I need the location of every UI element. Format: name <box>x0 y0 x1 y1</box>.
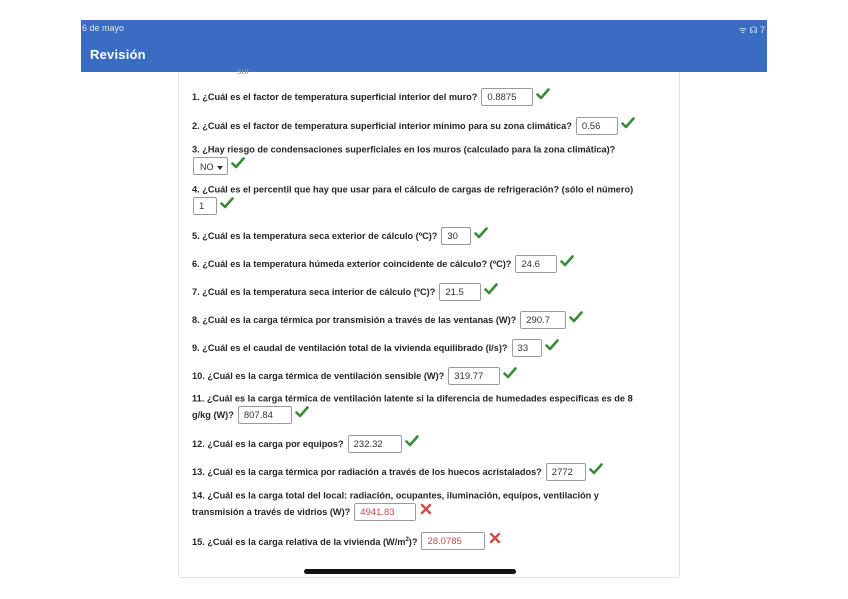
question-6 <box>192 255 574 273</box>
question-4 <box>192 182 633 197</box>
question-label: 9. ¿Cuál es el caudal de ventilación total de la vivienda equilibrado (l/s)? <box>192 343 508 353</box>
answer-field[interactable]: 30 <box>441 227 471 245</box>
question-label-line2: transmisión a través de vidrios (W)? <box>192 507 351 517</box>
check-icon <box>589 462 603 476</box>
check-icon <box>220 196 234 210</box>
question-label: 1. ¿Cuál es el factor de temperatura superficial interior del muro? <box>192 92 478 102</box>
answer-field[interactable]: 0.56 <box>576 117 618 135</box>
check-icon <box>503 366 517 380</box>
caret-down-icon <box>217 166 223 170</box>
question-label-line1: 14. ¿Cuál es la carga total del local: radiación, ocupantes, iluminación, equipos, ventilación y <box>192 490 599 501</box>
question-1 <box>192 88 550 106</box>
question-label: 7. ¿Cuál es la temperatura seca interior de cálculo (ºC)? <box>192 287 436 297</box>
check-icon <box>545 338 559 352</box>
cross-icon <box>488 531 502 545</box>
question-11 <box>192 391 633 406</box>
check-icon <box>536 87 550 101</box>
check-icon <box>231 156 245 170</box>
question-label: 4. ¿Cuál es el percentil que hay que usar para el cálculo de cargas de refrigeración? (sólo el número) <box>192 184 634 195</box>
question-label: 8. ¿Cuál es la carga térmica por transmisión a través de las ventanas (W)? <box>192 315 517 325</box>
answer-select[interactable] <box>193 157 228 175</box>
question-label: 3. ¿Hay riesgo de condensaciones superficiales en los muros (calculado para la zona climática)? <box>192 144 616 155</box>
question-label: 13. ¿Cuál es la carga térmica por radiación a través de los huecos acristalados? <box>192 467 542 477</box>
answer-field[interactable]: 4941.83 <box>354 503 416 521</box>
answer-field[interactable]: 0.8875 <box>481 88 533 106</box>
question-11-line2 <box>192 406 309 424</box>
question-label: 5. ¿Cuál es la temperatura seca exterior de cálculo (ºC)? <box>192 231 438 241</box>
question-4-answer-row <box>192 197 234 215</box>
question-7 <box>192 283 498 301</box>
answer-field[interactable]: 28.0785 <box>421 532 485 550</box>
question-14-line2 <box>192 503 433 521</box>
page-title: Revisión <box>90 47 146 62</box>
status-bar <box>81 20 767 38</box>
answer-field[interactable]: 232.32 <box>348 435 402 453</box>
question-12 <box>192 435 419 453</box>
check-icon <box>484 282 498 296</box>
cross-icon <box>419 502 433 516</box>
check-icon <box>621 116 635 130</box>
answer-field[interactable]: 1 <box>193 197 217 215</box>
question-label: 15. ¿Cuál es la carga relativa de la vivienda $(W/m^2)$? <box>192 536 418 548</box>
question-2 <box>192 117 635 135</box>
question-3-answer-row <box>192 157 245 175</box>
question-5 <box>192 227 488 245</box>
check-icon <box>295 405 309 419</box>
answer-field[interactable]: 2772 <box>546 463 586 481</box>
question-label-line1: 11. ¿Cuál es la carga térmica de ventilación latente si la diferencia de humedades específicas es de 8 <box>192 393 633 404</box>
check-icon <box>560 254 574 268</box>
app-header <box>81 38 767 72</box>
status-date: 6 de mayo <box>82 23 125 33</box>
question-13 <box>192 463 603 481</box>
home-indicator[interactable] <box>304 569 516 574</box>
select-value: NO <box>200 162 214 172</box>
answer-field[interactable]: 21.5 <box>439 283 481 301</box>
answer-field[interactable]: 33 <box>512 339 542 357</box>
question-14 <box>192 488 599 503</box>
check-icon <box>569 310 583 324</box>
question-3 <box>192 142 615 157</box>
question-label: 10. ¿Cuál es la carga térmica de ventilación sensible (W)? <box>192 371 445 381</box>
question-8 <box>192 311 583 329</box>
check-icon <box>474 226 488 240</box>
answer-field[interactable]: 807.84 <box>238 406 292 424</box>
answer-field[interactable]: 24.6 <box>515 255 557 273</box>
cut-off-text: sur <box>237 66 250 74</box>
check-icon <box>405 434 419 448</box>
question-label-line2: g/kg (W)? <box>192 410 234 420</box>
answer-field[interactable]: 319.77 <box>448 367 500 385</box>
question-label: 2. ¿Cuál es el factor de temperatura superficial interior mínimo para su zona climática? <box>192 121 572 131</box>
question-15 <box>192 532 502 550</box>
question-10 <box>192 367 517 385</box>
answer-field[interactable]: 290.7 <box>520 311 566 329</box>
question-label: 6. ¿Cuál es la temperatura húmeda exterior coincidente de cálculo? (ºC)? <box>192 259 512 269</box>
status-icons: ᯤ ☊ 7 <box>738 25 765 35</box>
question-9 <box>192 339 559 357</box>
question-label: 12. ¿Cuál es la carga por equipos? <box>192 439 344 449</box>
